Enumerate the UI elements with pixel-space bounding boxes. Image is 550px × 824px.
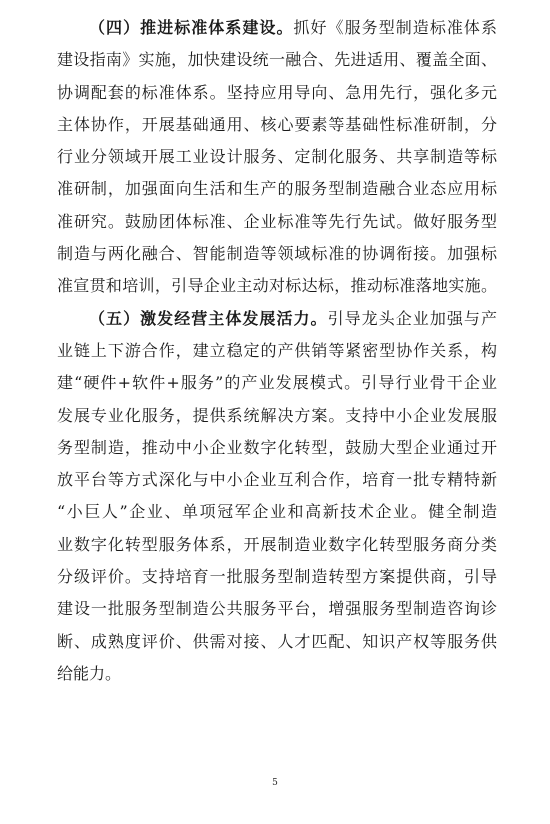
paragraph-line: 放平台等方式深化与中小企业互利合作，培育一批专精特新	[57, 470, 497, 490]
paragraph-line: 主体协作，开展基础通用、核心要素等基础性标准研制，分	[57, 114, 497, 134]
paragraph-line: 发展专业化服务，提供系统解决方案。支持中小企业发展服	[57, 405, 497, 425]
paragraph-line: 业链上下游合作，建立稳定的产供销等紧密型协作关系，构	[57, 340, 497, 360]
paragraph-line: 建设一批服务型制造公共服务平台，增强服务型制造咨询诊	[57, 599, 497, 619]
paragraph-line: 准研究。鼓励团体标准、企业标准等先行先试。做好服务型	[57, 211, 497, 231]
paragraph-line: 准宣贯和培训，引导企业主动对标达标，推动标准落地实施。	[57, 276, 497, 296]
paragraph-last-line: 给能力。	[57, 663, 122, 683]
paragraph-line: 业数字化转型服务体系，开展制造业数字化转型服务商分类	[57, 534, 497, 554]
paragraph-line: 分级评价。支持培育一批服务型制造转型方案提供商，引导	[57, 567, 497, 587]
page-number: 5	[272, 778, 278, 788]
paragraph-line: 建设指南》实施，加快建设统一融合、先进适用、覆盖全面、	[57, 50, 497, 70]
paragraph-line: 抓好《服务型制造标准体系	[293, 18, 497, 37]
body-text	[57, 12, 497, 690]
paragraph-line: 建“硬件+软件+服务”的产业发展模式。引导行业骨干企业	[57, 373, 497, 393]
paragraph-line: 务型制造，推动中小企业数字化转型，鼓励大型企业通过开	[57, 437, 497, 457]
paragraph-line: 引导龙头企业加强与产	[327, 308, 497, 328]
section-4-first-line	[57, 12, 497, 44]
paragraph-line: 行业分领域开展工业设计服务、定制化服务、共享制造等标	[57, 147, 497, 167]
section-5-heading: （五）激发经营主体发展活力。	[89, 308, 328, 328]
paragraph-line: 协调配套的标准体系。坚持应用导向、急用先行，强化多元	[57, 82, 497, 102]
paragraph-line: “小巨人”企业、单项冠军企业和高新技术企业。健全制造	[57, 502, 497, 522]
paragraph-line: 制造与两化融合、智能制造等领域标准的协调衔接。加强标	[57, 244, 497, 264]
section-4-heading: （四）推进标准体系建设。	[89, 18, 294, 37]
paragraph-line: 断、成熟度评价、供需对接、人才匹配、知识产权等服务供	[57, 631, 497, 651]
paragraph-line: 准研制，加强面向生活和生产的服务型制造融合业态应用标	[57, 179, 497, 199]
section-5-first-line	[57, 303, 497, 335]
